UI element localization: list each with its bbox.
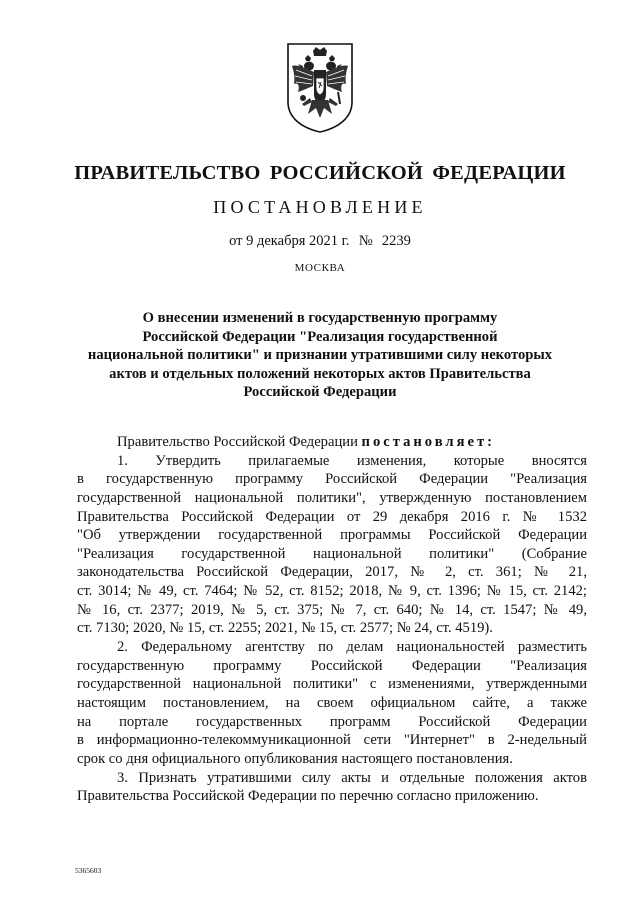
- document-number: 2239: [381, 233, 411, 249]
- title-line: национальной политики" и признании утратившими силу некоторых: [87, 347, 553, 364]
- number-sign: №: [358, 233, 373, 249]
- paragraph-line: Правительства Российской Федерации от 29 декабря 2016 г. № 1532: [77, 508, 587, 525]
- document-type: ПОСТАНОВЛЕНИЕ: [213, 197, 427, 217]
- paragraph-line: в информационно-телекоммуникационной сети "Интернет" в 2-недельный: [77, 732, 587, 749]
- paragraph-line: Правительства Российской Федерации по перечню согласно приложению.: [77, 788, 539, 805]
- document-title: [70, 309, 570, 402]
- preamble-verb: постановляет:: [361, 434, 495, 450]
- document-body: [77, 433, 587, 806]
- paragraph-line: "Реализация государственной национальной политики" (Собрание: [77, 545, 587, 562]
- title-line: Российской Федерации "Реализация государственной: [142, 328, 498, 345]
- paragraph-line: 2. Федеральному агентству по делам национальностей разместить: [117, 639, 587, 656]
- paragraph-line: законодательства Российской Федерации, 2017, № 2, ст. 361; № 21,: [77, 564, 587, 581]
- title-line: Российской Федерации: [243, 384, 397, 401]
- paragraph-line: ст. 7130; 2020, № 15, ст. 2255; 2021, № 15, ст. 2577; № 24, ст. 4519).: [77, 620, 493, 637]
- title-line: актов и отдельных положений некоторых актов Правительства: [109, 365, 531, 382]
- paragraph-line: ст. 3014; № 49, ст. 7464; № 52, ст. 8152; 2018, № 9, ст. 1396; № 15, ст. 2142;: [77, 583, 587, 600]
- paragraph-line: государственной национальной политики", утвержденную постановлением: [77, 489, 587, 506]
- paragraph-line: срок со дня официального опубликования настоящего постановления.: [77, 750, 513, 767]
- preamble-subject: Правительство Российской Федерации: [117, 434, 358, 450]
- paragraph-line: № 16, ст. 2377; 2019, № 5, ст. 375; № 7, ст. 640; № 14, ст. 1547; № 49,: [77, 601, 587, 618]
- paragraph-line: "Об утверждении государственной программы Российской Федерации: [77, 527, 587, 544]
- paragraph-line: 1. Утвердить прилагаемые изменения, которые вносятся: [117, 452, 587, 469]
- government-name: ПРАВИТЕЛЬСТВО РОССИЙСКОЙ ФЕДЕРАЦИИ: [74, 162, 566, 184]
- paragraph-line: в государственную программу Российской Федерации "Реализация: [77, 471, 587, 488]
- paragraph-line: государственной национальной политики" с изменениями, утвержденными: [77, 676, 587, 693]
- paragraph-line: настоящим постановлением, на своем официальном сайте, а также: [77, 694, 587, 711]
- document-date: от 9 декабря 2021 г.: [229, 233, 350, 249]
- paragraph-line: государственную программу Российской Федерации "Реализация: [77, 657, 587, 674]
- title-line: О внесении изменений в государственную программу: [142, 310, 498, 326]
- document-date-number: [0, 233, 640, 250]
- document-city: МОСКВА: [294, 262, 346, 274]
- footer-code: 5365603: [75, 866, 102, 875]
- coat-of-arms-icon: [286, 42, 354, 134]
- paragraph-line: 3. Признать утратившими силу акты и отдельные положения актов: [117, 769, 587, 786]
- preamble: [77, 433, 587, 452]
- paragraph-line: на портале государственных программ Российской Федерации: [77, 713, 587, 730]
